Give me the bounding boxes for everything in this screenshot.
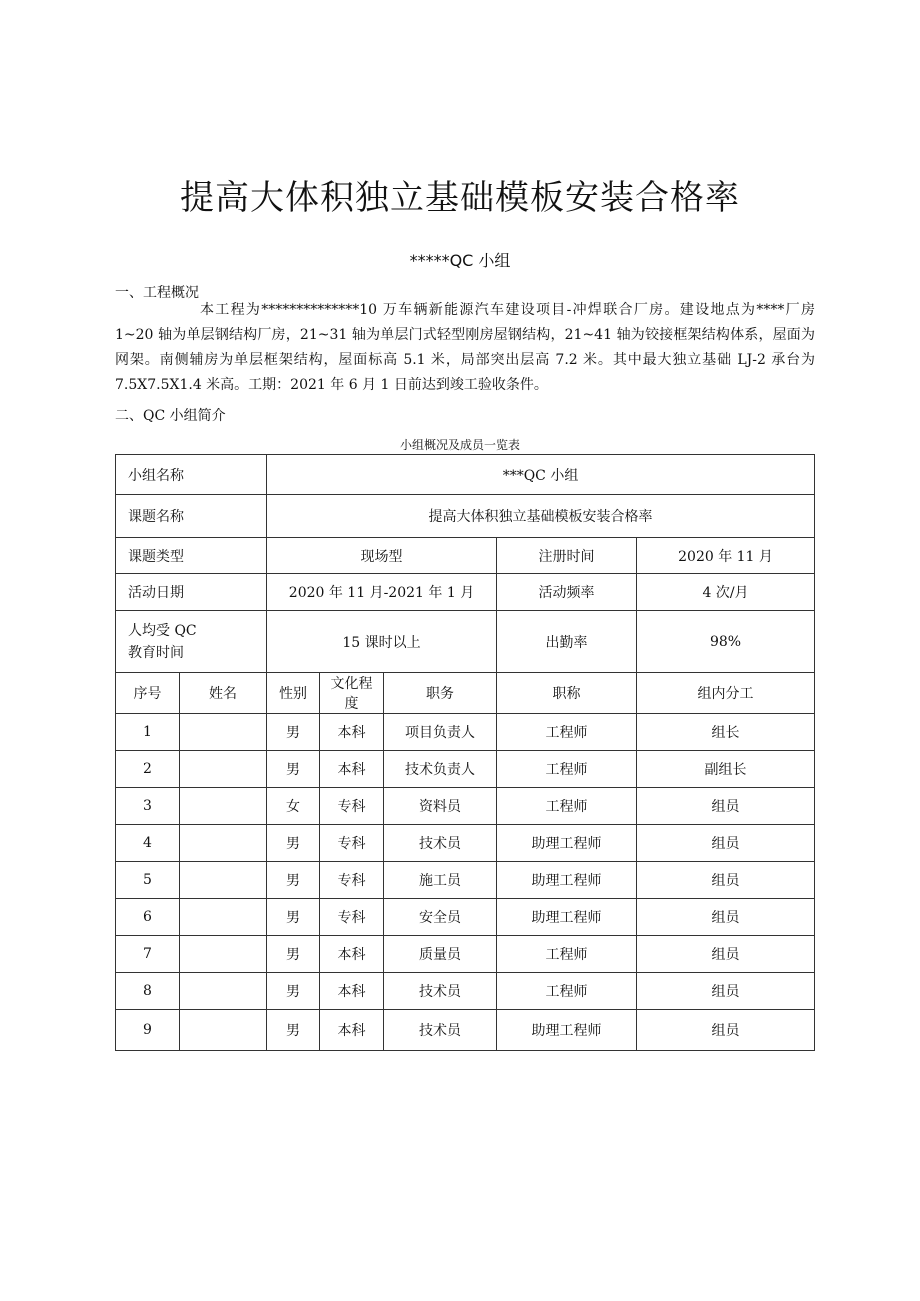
cell-role: 组长 [637,714,815,751]
col-header-title: 职称 [497,673,637,714]
table-row [116,714,815,751]
cell-role: 组员 [637,825,815,862]
col-header-gender: 性别 [267,673,320,714]
cell-education: 专科 [320,899,384,936]
table-row [116,936,815,973]
table-row [116,751,815,788]
table-row [116,825,815,862]
cell-title: 工程师 [497,788,637,825]
col-header-index: 序号 [116,673,180,714]
cell-name [180,751,267,788]
section-heading-overview: 一、工程概况 [115,285,199,301]
member-rows [116,714,815,1051]
col-header-name: 姓名 [180,673,267,714]
cell-position: 技术员 [384,1010,497,1051]
info-row-topic [116,495,815,538]
cell-index: 5 [116,862,180,899]
cell-index: 4 [116,825,180,862]
value-topic: 提高大体积独立基础模板安装合格率 [267,495,815,538]
overview-paragraph: 本工程为**************10 万车辆新能源汽车建设项目-冲焊联合厂房。建设地点为****厂房 1~20 轴为单层钢结构厂房，21~31 轴为单层门式轻型刚房屋钢结构，21~41 轴为铰接框架结构体系，屋面为网架。南侧辅房为单层框架结构，屋面标高 5.1 米，局部突出层高 7.2 米。其中最大独立基础 LJ-2 承台为 7.5X7.5X1.4 米高。工期：2021 年 6 月 1 日前达到竣工验收条件。 [115,302,815,393]
cell-title: 助理工程师 [497,1010,637,1051]
cell-education: 专科 [320,862,384,899]
label-topic-type: 课题类型 [116,538,267,574]
label-registration-time: 注册时间 [497,538,637,574]
cell-index: 2 [116,751,180,788]
info-row-period [116,574,815,611]
cell-position: 技术负责人 [384,751,497,788]
cell-education: 本科 [320,751,384,788]
cell-role: 组员 [637,788,815,825]
info-row-name [116,455,815,495]
cell-index: 6 [116,899,180,936]
cell-gender: 男 [267,825,320,862]
value-activity-period: 2020 年 11 月-2021 年 1 月 [267,574,497,611]
cell-gender: 男 [267,714,320,751]
cell-name [180,714,267,751]
cell-title: 助理工程师 [497,825,637,862]
table-row [116,1010,815,1051]
cell-position: 项目负责人 [384,714,497,751]
group-subtitle: *****QC 小组 [409,251,511,270]
label-education-hours-line2: 教育时间 [128,644,184,661]
member-header-row [116,673,815,714]
cell-position: 资料员 [384,788,497,825]
cell-index: 3 [116,788,180,825]
cell-name [180,862,267,899]
cell-education: 本科 [320,1010,384,1051]
cell-role: 组员 [637,899,815,936]
cell-gender: 男 [267,936,320,973]
cell-index: 8 [116,973,180,1010]
label-group-name: 小组名称 [116,455,267,495]
cell-name [180,788,267,825]
cell-education: 专科 [320,825,384,862]
value-attendance-rate: 98% [637,611,815,673]
cell-role: 组员 [637,862,815,899]
cell-education: 本科 [320,936,384,973]
cell-name [180,936,267,973]
table-caption: 小组概况及成员一览表 [399,438,520,452]
cell-name [180,899,267,936]
table-row [116,862,815,899]
cell-name [180,1010,267,1051]
cell-education: 专科 [320,788,384,825]
cell-title: 助理工程师 [497,899,637,936]
value-education-hours: 15 课时以上 [267,611,497,673]
cell-role: 组员 [637,1010,815,1051]
cell-role: 组员 [637,973,815,1010]
cell-position: 质量员 [384,936,497,973]
label-attendance-rate: 出勤率 [497,611,637,673]
label-activity-period: 活动日期 [116,574,267,611]
cell-index: 1 [116,714,180,751]
cell-title: 工程师 [497,973,637,1010]
document-title: 提高大体积独立基础模板安装合格率 [180,178,740,218]
col-header-education: 文化程度 [320,673,384,714]
cell-title: 助理工程师 [497,862,637,899]
table-row [116,788,815,825]
value-registration-time: 2020 年 11 月 [637,538,815,574]
section-heading-qc-group: 二、QC 小组简介 [115,408,226,424]
cell-education: 本科 [320,714,384,751]
cell-gender: 男 [267,899,320,936]
cell-name [180,825,267,862]
cell-title: 工程师 [497,714,637,751]
cell-role: 副组长 [637,751,815,788]
cell-title: 工程师 [497,751,637,788]
cell-gender: 男 [267,973,320,1010]
value-group-name: ***QC 小组 [267,455,815,495]
cell-position: 技术员 [384,825,497,862]
label-topic: 课题名称 [116,495,267,538]
cell-gender: 男 [267,1010,320,1051]
info-row-education [116,611,815,673]
label-education-hours [116,611,267,673]
cell-name [180,973,267,1010]
value-topic-type: 现场型 [267,538,497,574]
cell-position: 安全员 [384,899,497,936]
table-row [116,973,815,1010]
cell-position: 施工员 [384,862,497,899]
table-row [116,899,815,936]
cell-education: 本科 [320,973,384,1010]
info-row-type [116,538,815,574]
col-header-role: 组内分工 [637,673,815,714]
cell-gender: 女 [267,788,320,825]
cell-index: 7 [116,936,180,973]
label-education-hours-line1: 人均受 QC [128,622,197,639]
group-info-table [115,454,815,1051]
value-activity-frequency: 4 次/月 [637,574,815,611]
cell-position: 技术员 [384,973,497,1010]
col-header-position: 职务 [384,673,497,714]
cell-index: 9 [116,1010,180,1051]
label-activity-frequency: 活动频率 [497,574,637,611]
cell-title: 工程师 [497,936,637,973]
cell-gender: 男 [267,862,320,899]
cell-role: 组员 [637,936,815,973]
cell-gender: 男 [267,751,320,788]
